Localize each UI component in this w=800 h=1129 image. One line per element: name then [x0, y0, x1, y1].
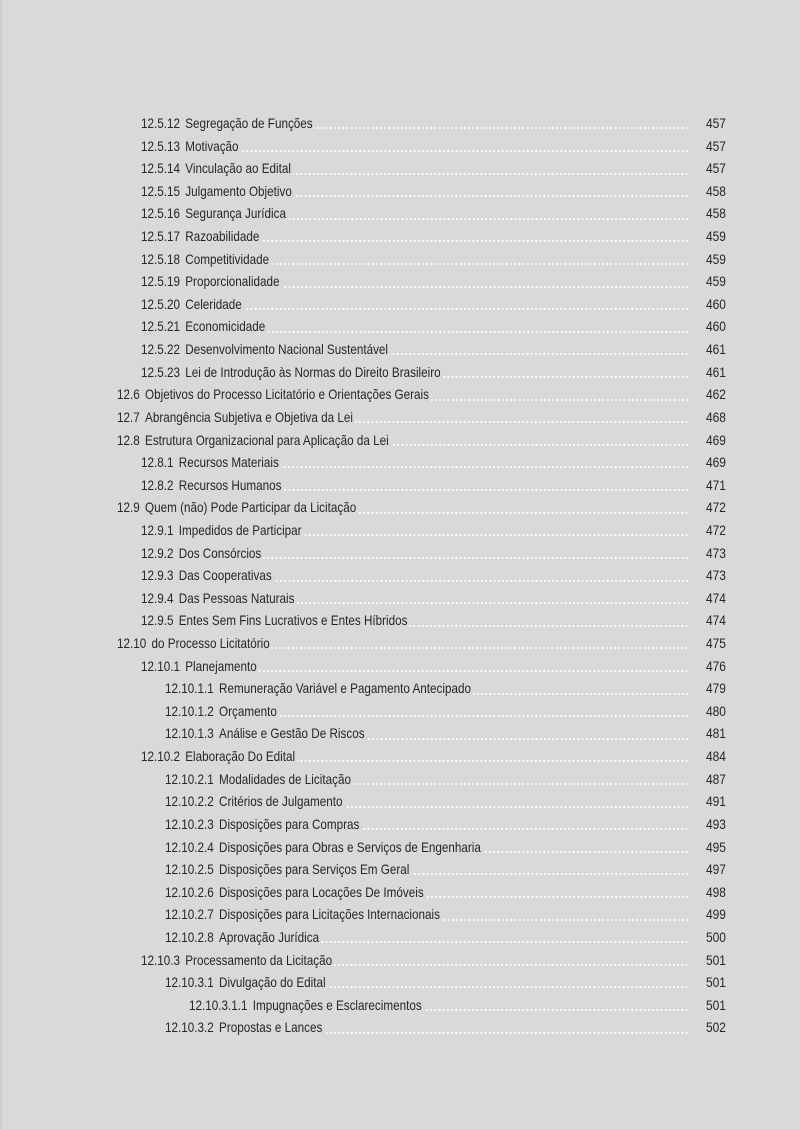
dot-leader: [294, 195, 689, 197]
toc-entry-title: Disposições para Locações De Imóveis: [219, 884, 424, 900]
toc-entry-page-number: 475: [706, 636, 726, 652]
toc-entry-title: Segurança Jurídica: [185, 206, 287, 222]
toc-entry[interactable]: [0, 972, 800, 995]
toc-entry[interactable]: [0, 407, 800, 430]
toc-entry-page-number: 472: [706, 500, 726, 516]
toc-entry[interactable]: [0, 950, 800, 973]
toc-entry-heading: [141, 271, 689, 294]
toc-entry-page-number: 474: [706, 590, 726, 606]
toc-entry-label: [141, 610, 407, 633]
dot-leader: [391, 444, 689, 446]
toc-entry-label: [141, 746, 295, 769]
toc-entry-label: [141, 452, 279, 475]
toc-entry-heading: [141, 249, 689, 272]
toc-entry-heading: [141, 226, 689, 249]
toc-entry-heading: [141, 113, 689, 136]
toc-entry-number: 12.8: [117, 432, 140, 448]
toc-entry-page-number: 458: [706, 183, 726, 199]
toc-entry-heading: [141, 316, 689, 339]
toc-entry-label: [141, 226, 259, 249]
toc-entry-label: [165, 1017, 322, 1040]
toc-entry-number: 12.5.15: [141, 183, 181, 199]
toc-entry-title: Remuneração Variável e Pagamento Antecipado: [219, 681, 471, 697]
toc-entry-label: [165, 972, 326, 995]
toc-entry-title: Análise e Gestão De Riscos: [219, 726, 365, 742]
toc-entry-title: Estrutura Organizacional para Aplicação da Lei: [145, 432, 389, 448]
toc-entry-heading: [165, 972, 689, 995]
dot-leader: [483, 851, 689, 853]
toc-entry[interactable]: [0, 497, 800, 520]
toc-entry-heading: [165, 701, 689, 724]
toc-entry-page-number: 501: [706, 997, 726, 1013]
toc-entry-heading: [141, 158, 689, 181]
toc-entry-heading: [165, 814, 689, 837]
dot-leader: [297, 760, 689, 762]
dot-leader: [263, 557, 689, 559]
toc-entry-label: [141, 543, 261, 566]
toc-entry[interactable]: [0, 859, 800, 882]
dot-leader: [390, 353, 689, 355]
toc-entry-number: 12.6: [117, 387, 140, 403]
toc-entry[interactable]: [0, 316, 800, 339]
toc-entry-label: [141, 294, 242, 317]
toc-entry-page-number: 457: [706, 116, 726, 131]
dot-leader: [409, 625, 689, 627]
toc-entry-heading: [141, 610, 689, 633]
toc-entry-label: [165, 769, 351, 792]
dot-leader: [443, 376, 689, 378]
toc-entry-page-number: 480: [706, 703, 726, 719]
toc-entry-heading: [165, 769, 689, 792]
toc-entry-number: 12.5.12: [141, 116, 181, 131]
toc-entry-title: Abrangência Subjetiva e Objetiva da Lei: [145, 409, 353, 425]
toc-entry-page-number: 473: [706, 545, 726, 561]
toc-entry-number: 12.7: [117, 409, 140, 425]
toc-entry-page-number: 457: [706, 138, 726, 154]
toc-entry-label: [165, 882, 424, 905]
dot-leader: [261, 240, 689, 242]
toc-entry-label: [165, 814, 359, 837]
toc-entry-page-number: 476: [706, 658, 726, 674]
toc-entry-heading: [165, 837, 689, 860]
toc-entry[interactable]: [0, 226, 800, 249]
toc-entry[interactable]: [0, 791, 800, 814]
toc-entry-page-number: 459: [706, 274, 726, 290]
dot-leader: [327, 986, 689, 988]
toc-entry-number: 12.10.1.2: [165, 703, 214, 719]
toc-entry[interactable]: [0, 678, 800, 701]
dot-leader: [367, 738, 689, 740]
toc-entry-label: [141, 950, 332, 973]
toc-entry[interactable]: [0, 1017, 800, 1040]
toc-entry-heading: [117, 430, 689, 453]
toc-entry-number: 12.10.1.1: [165, 681, 214, 697]
toc-entry-page-number: 501: [706, 975, 726, 991]
toc-entry-label: [117, 384, 429, 407]
toc-entry-title: Entes Sem Fins Lucrativos e Entes Híbridos: [178, 613, 408, 629]
toc-entry-number: 12.9.1: [141, 522, 174, 538]
toc-entry-page-number: 462: [706, 387, 726, 403]
toc-entry-label: [141, 565, 272, 588]
toc-entry[interactable]: [0, 475, 800, 498]
toc-entry-heading: [141, 203, 689, 226]
toc-entry[interactable]: [0, 882, 800, 905]
toc-entry-number: 12.10.2: [141, 749, 181, 765]
toc-entry-number: 12.10.3: [141, 952, 181, 968]
toc-entry-heading: [141, 656, 689, 679]
toc-entry-number: 12.10.1.3: [165, 726, 214, 742]
toc-entry-number: 12.5.22: [141, 342, 181, 358]
toc-entry-page-number: 469: [706, 432, 726, 448]
toc-entry-label: [117, 430, 389, 453]
toc-entry-number: 12.10.2.7: [165, 907, 214, 923]
toc-entry-heading: [141, 339, 689, 362]
toc-entry[interactable]: [0, 271, 800, 294]
toc-entry-page-number: 491: [706, 794, 726, 810]
dot-leader: [288, 218, 689, 220]
toc-entry-number: 12.8.1: [141, 455, 174, 471]
toc-entry-page-number: 469: [706, 455, 726, 471]
toc-entry-number: 12.10: [117, 636, 147, 652]
toc-entry[interactable]: [0, 543, 800, 566]
toc-entry-number: 12.10.1: [141, 658, 181, 674]
toc-entry[interactable]: [0, 904, 800, 927]
toc-entry[interactable]: [0, 814, 800, 837]
toc-entry-heading: [141, 452, 689, 475]
toc-entry-page-number: 497: [706, 862, 726, 878]
toc-entry[interactable]: [0, 656, 800, 679]
toc-entry[interactable]: [0, 452, 800, 475]
dot-leader: [284, 489, 689, 491]
toc-entry-heading: [165, 904, 689, 927]
toc-entry-heading: [117, 407, 689, 430]
toc-entry-heading: [141, 136, 689, 159]
toc-entry[interactable]: [0, 203, 800, 226]
toc-entry-label: [117, 407, 353, 430]
toc-entry-title: Elaboração Do Edital: [185, 749, 296, 765]
toc-entry[interactable]: [0, 181, 800, 204]
dot-leader: [271, 647, 689, 649]
toc-entry-title: Razoabilidade: [185, 229, 260, 245]
toc-entry-page-number: 495: [706, 839, 726, 855]
dot-leader: [355, 421, 689, 423]
toc-entry-title: Propostas e Lances: [219, 1020, 323, 1036]
toc-entry-number: 12.5.19: [141, 274, 181, 290]
toc-entry-label: [141, 158, 291, 181]
toc-entry-page-number: 459: [706, 229, 726, 245]
dot-leader: [281, 466, 689, 468]
toc-entry-number: 12.10.2.2: [165, 794, 214, 810]
dot-leader: [334, 964, 689, 966]
toc-entry-heading: [141, 294, 689, 317]
toc-entry-title: Disposições para Compras: [219, 816, 360, 832]
toc-entry-title: Desenvolvimento Nacional Sustentável: [185, 342, 389, 358]
toc-entry-page-number: 471: [706, 477, 726, 493]
toc-entry-heading: [189, 995, 689, 1018]
toc-entry[interactable]: [0, 384, 800, 407]
toc-entry-number: 12.10.2.8: [165, 929, 214, 945]
toc-entry-number: 12.10.3.1: [165, 975, 214, 991]
toc-entry[interactable]: [0, 837, 800, 860]
toc-entry-label: [141, 475, 281, 498]
dot-leader: [431, 399, 689, 401]
toc-entry-heading: [141, 181, 689, 204]
dot-leader: [271, 263, 689, 265]
toc-entry-number: 12.5.21: [141, 319, 181, 335]
toc-entry-heading: [141, 565, 689, 588]
dot-leader: [241, 150, 689, 152]
toc-entry-title: Planejamento: [185, 658, 257, 674]
toc-entry-label: [141, 203, 286, 226]
toc-entry-label: [165, 837, 481, 860]
toc-entry-heading: [165, 927, 689, 950]
toc-entry-heading: [165, 882, 689, 905]
dot-leader: [282, 286, 689, 288]
toc-entry-number: 12.5.17: [141, 229, 181, 245]
toc-entry-label: [117, 633, 270, 656]
dot-leader: [345, 806, 689, 808]
toc-entry-title: Processamento da Licitação: [185, 952, 333, 968]
toc-entry-label: [141, 520, 302, 543]
toc-entry-page-number: 502: [706, 1020, 726, 1036]
toc-entry-page-number: 481: [706, 726, 726, 742]
toc-entry[interactable]: [0, 610, 800, 633]
toc-entry-title: Quem (não) Pode Participar da Licitação: [145, 500, 357, 516]
toc-entry-title: Julgamento Objetivo: [185, 183, 292, 199]
toc-entry-title: Segregação de Funções: [185, 116, 313, 131]
toc-entry-title: Impugnações e Esclarecimentos: [252, 997, 422, 1013]
toc-entry-page-number: 458: [706, 206, 726, 222]
toc-entry-title: Motivação: [185, 138, 239, 154]
toc-entry-label: [165, 791, 342, 814]
toc-entry-heading: [141, 475, 689, 498]
toc-entry-page-number: 474: [706, 613, 726, 629]
toc-entry[interactable]: [0, 430, 800, 453]
toc-entry-page-number: 461: [706, 342, 726, 358]
dot-leader: [324, 1032, 689, 1034]
toc-entry-number: 12.10.3.1.1: [189, 997, 248, 1013]
toc-entry-label: [141, 136, 239, 159]
toc-entry[interactable]: [0, 113, 800, 136]
dot-leader: [258, 670, 689, 672]
dot-leader: [473, 693, 689, 695]
toc-entry-title: Critérios de Julgamento: [219, 794, 343, 810]
toc-entry[interactable]: [0, 927, 800, 950]
toc-entry-label: [141, 656, 257, 679]
toc-entry[interactable]: [0, 701, 800, 724]
toc-entry-number: 12.10.2.5: [165, 862, 214, 878]
dot-leader: [361, 828, 689, 830]
dot-leader: [423, 1009, 689, 1011]
toc-entry-heading: [141, 543, 689, 566]
toc-entry-heading: [141, 362, 689, 385]
toc-entry-number: 12.5.20: [141, 296, 181, 312]
toc-entry[interactable]: [0, 746, 800, 769]
toc-entry-title: Modalidades de Licitação: [219, 771, 351, 787]
toc-entry-heading: [165, 791, 689, 814]
toc-entry-label: [165, 701, 277, 724]
toc-entry-page-number: 461: [706, 364, 726, 380]
toc-entry-label: [165, 859, 409, 882]
toc-entry[interactable]: [0, 633, 800, 656]
toc-entry-page-number: 487: [706, 771, 726, 787]
toc-entry-title: Dos Consórcios: [178, 545, 262, 561]
dot-leader: [321, 941, 689, 943]
toc-entry-title: Orçamento: [219, 703, 277, 719]
toc-entry-label: [141, 362, 441, 385]
toc-entry-number: 12.9.3: [141, 568, 174, 584]
dot-leader: [293, 173, 689, 175]
toc-entry-title: Lei de Introdução às Normas do Direito Brasileiro: [185, 364, 441, 380]
toc-entry-number: 12.8.2: [141, 477, 174, 493]
dot-leader: [358, 512, 689, 514]
dot-leader: [412, 873, 689, 875]
toc-entry-title: Aprovação Jurídica: [219, 929, 320, 945]
toc-entry-page-number: 457: [706, 161, 726, 177]
toc-entry-page-number: 501: [706, 952, 726, 968]
toc-entry-title: Vinculação ao Edital: [185, 161, 291, 177]
toc-entry-title: Das Pessoas Naturais: [178, 590, 295, 606]
toc-entry-title: Das Cooperativas: [178, 568, 272, 584]
toc-entry-number: 12.10.2.6: [165, 884, 214, 900]
toc-entry-title: Disposições para Licitações Internacionais: [219, 907, 440, 923]
dot-leader: [426, 896, 689, 898]
toc-entry-page-number: 472: [706, 522, 726, 538]
toc-entry-page-number: 460: [706, 319, 726, 335]
dot-leader: [274, 580, 689, 582]
toc-entry-page-number: 479: [706, 681, 726, 697]
toc-entry-title: Objetivos do Processo Licitatório e Orientações Gerais: [145, 387, 429, 403]
toc-entry-heading: [165, 678, 689, 701]
dot-leader: [314, 127, 689, 129]
toc-entry[interactable]: [0, 769, 800, 792]
toc-entry-page-number: 500: [706, 929, 726, 945]
toc-entry[interactable]: [0, 588, 800, 611]
toc-entry-label: [189, 995, 422, 1018]
dot-leader: [353, 783, 689, 785]
toc-entry-number: 12.9.4: [141, 590, 174, 606]
toc-entry-page-number: 493: [706, 816, 726, 832]
toc-entry[interactable]: [0, 339, 800, 362]
toc-entry-label: [165, 723, 365, 746]
toc-entry[interactable]: [0, 565, 800, 588]
toc-entry-label: [141, 588, 294, 611]
toc-entry-heading: [165, 859, 689, 882]
dot-leader: [442, 919, 689, 921]
toc-entry-page-number: 460: [706, 296, 726, 312]
dot-leader: [279, 715, 689, 717]
toc-entry-label: [141, 181, 292, 204]
toc-entry-number: 12.9.5: [141, 613, 174, 629]
toc-entry-label: [141, 316, 265, 339]
toc-entry-title: Divulgação do Edital: [219, 975, 326, 991]
toc-entry-page-number: 499: [706, 907, 726, 923]
table-of-contents: [0, 113, 800, 1040]
dot-leader: [268, 331, 689, 333]
toc-entry-heading: [117, 633, 689, 656]
dot-leader: [244, 308, 689, 310]
toc-entry[interactable]: [0, 249, 800, 272]
toc-entry[interactable]: [0, 520, 800, 543]
toc-entry-number: 12.9.2: [141, 545, 174, 561]
toc-entry[interactable]: [0, 362, 800, 385]
toc-entry-label: [117, 497, 356, 520]
toc-entry-title: Recursos Materiais: [178, 455, 279, 471]
toc-entry-title: Recursos Humanos: [178, 477, 282, 493]
dot-leader: [297, 602, 689, 604]
toc-entry-number: 12.5.23: [141, 364, 181, 380]
toc-entry-label: [165, 678, 471, 701]
toc-entry-heading: [141, 950, 689, 973]
toc-entry-number: 12.10.2.1: [165, 771, 214, 787]
toc-entry-label: [141, 339, 388, 362]
toc-entry-heading: [141, 588, 689, 611]
toc-entry[interactable]: [0, 294, 800, 317]
toc-entry-label: [165, 927, 319, 950]
toc-entry-title: Disposições para Obras e Serviços de Engenharia: [219, 839, 481, 855]
toc-entry-label: [165, 904, 440, 927]
dot-leader: [303, 534, 689, 536]
toc-entry-number: 12.5.13: [141, 138, 181, 154]
toc-entry-label: [141, 113, 313, 136]
toc-entry-title: Celeridade: [185, 296, 242, 312]
toc-entry-title: Impedidos de Participar: [178, 522, 302, 538]
toc-entry-title: Competitividade: [185, 251, 270, 267]
toc-entry-heading: [117, 497, 689, 520]
toc-entry-heading: [117, 384, 689, 407]
toc-entry-page-number: 468: [706, 409, 726, 425]
toc-entry-number: 12.9: [117, 500, 140, 516]
toc-entry[interactable]: [0, 995, 800, 1018]
toc-entry-number: 12.10.2.4: [165, 839, 214, 855]
toc-entry-heading: [141, 746, 689, 769]
toc-entry-title: Disposições para Serviços Em Geral: [219, 862, 410, 878]
toc-entry-number: 12.10.3.2: [165, 1020, 214, 1036]
toc-entry-heading: [141, 520, 689, 543]
toc-entry[interactable]: [0, 158, 800, 181]
toc-entry-title: Proporcionalidade: [185, 274, 280, 290]
toc-entry-number: 12.5.18: [141, 251, 181, 267]
toc-entry-label: [141, 249, 269, 272]
toc-entry-page-number: 459: [706, 251, 726, 267]
toc-entry-number: 12.5.14: [141, 161, 181, 177]
toc-entry-heading: [165, 723, 689, 746]
toc-entry-number: 12.5.16: [141, 206, 181, 222]
toc-entry-label: [141, 271, 280, 294]
toc-entry-page-number: 498: [706, 884, 726, 900]
toc-entry-number: 12.10.2.3: [165, 816, 214, 832]
toc-entry-page-number: 484: [706, 749, 726, 765]
toc-entry-page-number: 473: [706, 568, 726, 584]
toc-entry-title: Economicidade: [185, 319, 266, 335]
toc-entry-title: do Processo Licitatório: [151, 636, 270, 652]
toc-entry[interactable]: [0, 136, 800, 159]
toc-entry[interactable]: [0, 723, 800, 746]
toc-entry-heading: [165, 1017, 689, 1040]
